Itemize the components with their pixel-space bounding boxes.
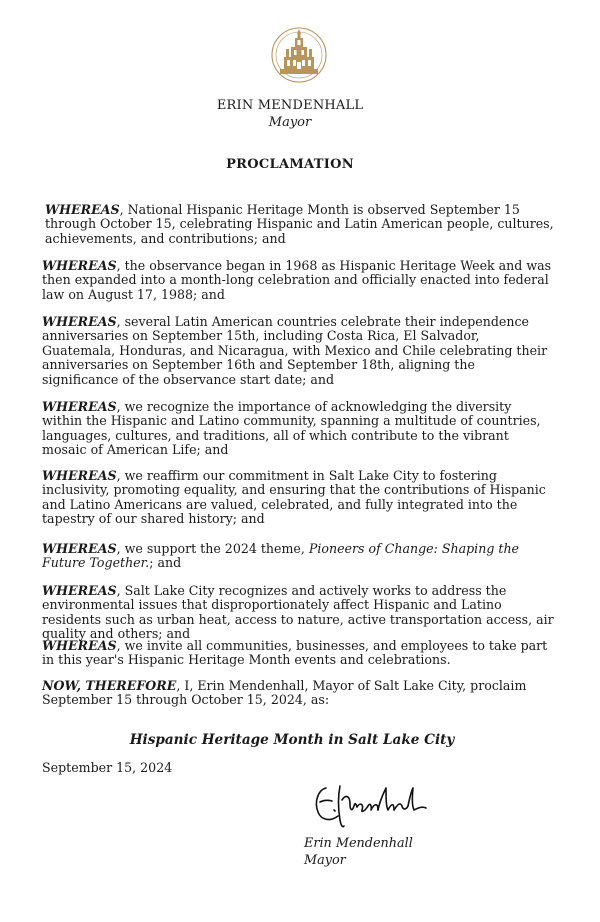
signatory-name: Erin Mendenhall [304, 836, 413, 851]
whereas-paragraph: WHEREAS, the observance began in 1968 as Hispanic Heritage Week and was then expanded into a month-long celebration and officially enacted into federal law on August 17, 1988; and [42, 258, 552, 302]
whereas-paragraph: WHEREAS, we invite all communities, businesses, and employees to take part in this year's Hispanic Heritage Month events and celebrations. [42, 638, 548, 668]
mayor-name-heading: ERIN MENDENHALL [216, 98, 364, 113]
mayor-title-heading: Mayor [268, 115, 312, 130]
proclamation-date: September 15, 2024 [42, 760, 173, 775]
city-seal-icon [270, 26, 328, 84]
whereas-paragraph: WHEREAS, several Latin American countries celebrate their independence anniversaries on September 15th, including Costa Rica, El Salvador, Guatemala, Honduras, and Nicaragua, with Mexico and Chile celebrating their anniversaries on September 16th and September 18th, aligning the significance of the observance start date; and [42, 314, 548, 387]
whereas-paragraph: WHEREAS, we reaffirm our commitment in Salt Lake City to fostering inclusivity, promoting equality, and ensuring that the contributions of Hispanic and Latino Americans are valued, celebrated, and fully integrated into the tapestry of our shared history; and [42, 468, 546, 527]
signatory-title: Mayor [304, 853, 346, 868]
observance-title: Hispanic Heritage Month in Salt Lake City [129, 732, 455, 748]
whereas-paragraph: WHEREAS, we recognize the importance of acknowledging the diversity within the Hispanic and Latino community, spanning a multitude of countries, languages, cultures, and traditions, all of which contribute to the vibrant mosaic of American Life; and [42, 399, 541, 458]
page-title: PROCLAMATION [226, 157, 354, 172]
handwritten-signature-icon [308, 780, 433, 832]
whereas-paragraph: WHEREAS, we support the 2024 theme, Pioneers of Change: Shaping the Future Together.; and [42, 541, 520, 571]
theme-text: Pioneers of Change: Shaping the Future Together. [42, 541, 520, 571]
whereas-paragraph: WHEREAS, National Hispanic Heritage Month is observed September 15 through October 15, celebrating Hispanic and Latin American people, cultures, achievements, and contributions; and [45, 202, 554, 246]
proclaim-paragraph: NOW, THEREFORE, I, Erin Mendenhall, Mayor of Salt Lake City, proclaim September 15 through October 15, 2024, as: [42, 678, 527, 708]
whereas-paragraph: WHEREAS, Salt Lake City recognizes and actively works to address the environmental issues that disproportionately affect Hispanic and Latino residents such as urban heat, access to nature, active transportation access, air quality and others; and [42, 583, 554, 642]
